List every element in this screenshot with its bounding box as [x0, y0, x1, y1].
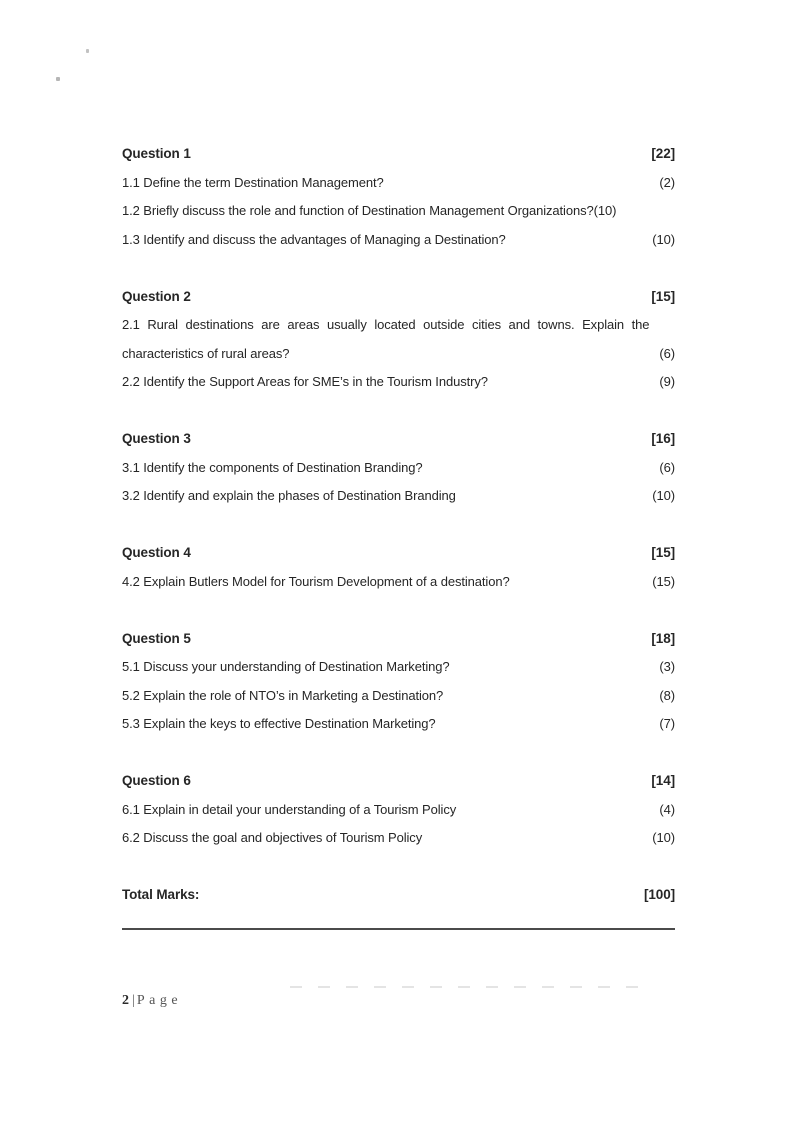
question-item — [122, 796, 675, 825]
question-item — [122, 682, 675, 711]
question-item-marks: (7) — [659, 716, 675, 731]
question-item-text: 1.1 Define the term Destination Management? — [122, 174, 384, 190]
question-item-marks: (4) — [659, 801, 675, 817]
question-item-text: 3.2 Identify and explain the phases of Destination Branding — [122, 488, 456, 503]
question-heading: Question 4 — [122, 545, 191, 560]
scan-smudge — [290, 986, 650, 988]
footer-page-label: Page — [136, 993, 183, 1008]
question-heading: Question 3 — [122, 431, 191, 446]
question-item — [122, 226, 675, 255]
question-heading: Question 6 — [122, 773, 191, 788]
question-item — [122, 568, 675, 597]
question-heading-row — [122, 539, 675, 568]
question-heading: Question 2 — [122, 288, 191, 304]
footer-separator: | — [132, 993, 135, 1008]
question-heading-row — [122, 425, 675, 454]
total-marks-value: [100] — [643, 887, 675, 902]
question-heading-row — [122, 625, 675, 654]
question-item — [122, 454, 675, 483]
question-item-text: 2.2 Identify the Support Areas for SME’s in the Tourism Industry? — [122, 374, 488, 389]
question-item — [122, 311, 675, 368]
question-heading-row — [122, 767, 675, 796]
question-item-marks: (6) — [659, 345, 675, 361]
question-heading-row — [122, 140, 675, 169]
question-section-5 — [122, 625, 675, 739]
question-item-marks: (2) — [659, 174, 675, 190]
question-item-text: 5.1 Discuss your understanding of Destination Marketing? — [122, 659, 450, 674]
question-item — [122, 169, 675, 198]
question-section-4 — [122, 539, 675, 596]
question-total-marks: [14] — [651, 773, 675, 788]
question-item-text: 6.2 Discuss the goal and objectives of Tourism Policy — [122, 830, 423, 845]
question-item-text: 2.1 Rural destinations are areas usually located outside cities and towns. Explain the characteristics of rural areas? — [122, 317, 650, 361]
question-item-marks: (6) — [659, 459, 675, 475]
question-item-marks: (3) — [659, 659, 675, 674]
question-item-text: 3.1 Identify the components of Destination Branding? — [122, 459, 423, 475]
question-item-marks: (10) — [593, 203, 617, 218]
question-item — [122, 197, 675, 226]
scan-speck — [86, 49, 89, 53]
question-item-text: 6.1 Explain in detail your understanding of a Tourism Policy — [122, 801, 457, 817]
question-item — [122, 653, 675, 682]
question-item-text: 1.3 Identify and discuss the advantages of Managing a Destination? — [122, 231, 506, 247]
question-item-marks: (10) — [652, 231, 675, 247]
divider-line — [122, 928, 675, 930]
exam-question-list — [122, 140, 675, 930]
question-total-marks: [16] — [651, 431, 675, 446]
question-item-marks: (8) — [659, 687, 675, 703]
question-section-2 — [122, 283, 675, 397]
question-item — [122, 368, 675, 397]
question-item-text: 5.3 Explain the keys to effective Destination Marketing? — [122, 716, 436, 731]
question-item-marks: (10) — [652, 830, 675, 845]
question-item-marks: (15) — [652, 573, 675, 589]
question-item-marks: (9) — [659, 374, 675, 389]
question-total-marks: [15] — [651, 288, 675, 304]
page-footer — [122, 993, 182, 1009]
question-section-6 — [122, 767, 675, 853]
question-item-text: 5.2 Explain the role of NTO’s in Marketing a Destination? — [122, 687, 444, 703]
question-section-1 — [122, 140, 675, 254]
question-total-marks: [22] — [651, 146, 675, 161]
question-item — [122, 710, 675, 739]
total-marks-row — [122, 881, 675, 910]
question-heading: Question 1 — [122, 146, 191, 161]
question-item-text: 4.2 Explain Butlers Model for Tourism Development of a destination? — [122, 573, 510, 589]
scan-speck — [56, 77, 60, 81]
question-item-text: 1.2 Briefly discuss the role and function of Destination Management Organizations? — [122, 203, 594, 218]
page-number: 2 — [122, 993, 129, 1008]
question-total-marks: [15] — [651, 545, 675, 560]
question-item — [122, 482, 675, 511]
question-section-3 — [122, 425, 675, 511]
question-heading-row — [122, 283, 675, 312]
total-marks-label: Total Marks: — [122, 887, 200, 902]
question-total-marks: [18] — [651, 630, 675, 646]
question-item-marks: (10) — [652, 488, 675, 503]
question-item — [122, 824, 675, 853]
question-heading: Question 5 — [122, 630, 191, 646]
